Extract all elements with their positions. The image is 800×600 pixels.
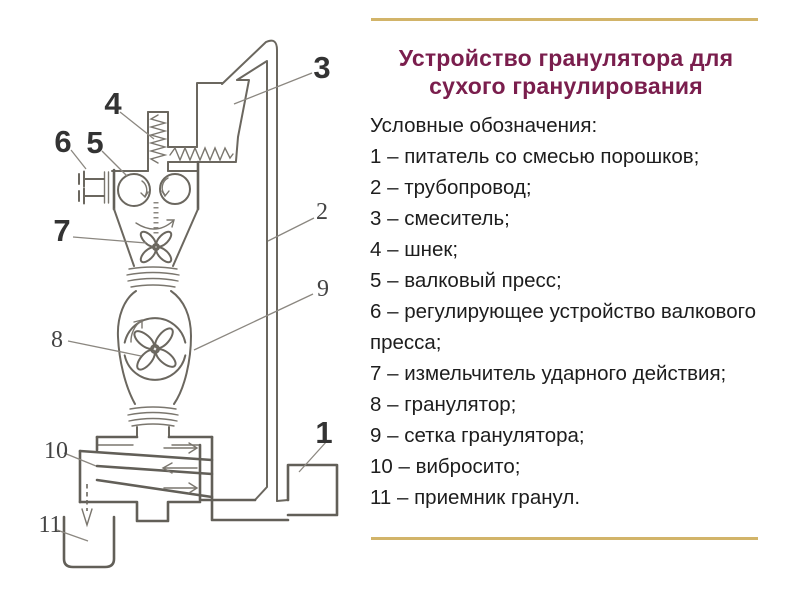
callout-11: 11	[38, 512, 62, 538]
legend-item-2: 2 – трубопровод;	[370, 176, 532, 199]
divider-bottom	[371, 537, 758, 540]
flow-arrows	[163, 443, 197, 493]
granulator-fan	[132, 326, 179, 373]
legend-item-8: 8 – гранулятор;	[370, 393, 517, 416]
granulator-chamber	[118, 267, 191, 437]
impact-mill-impeller	[138, 229, 173, 264]
legend-item-3: 3 – смеситель;	[370, 207, 510, 230]
legend-item-1: 1 – питатель со смесью порошков;	[370, 145, 700, 168]
text-column	[370, 44, 762, 513]
callout-4: 4	[104, 86, 122, 121]
callout-10: 10	[44, 438, 68, 464]
callout-2: 2	[316, 199, 328, 225]
legend-heading: Условные обозначения:	[370, 114, 598, 137]
legend-item-9: 9 – сетка гранулятора;	[370, 424, 585, 447]
slide-title: Устройство гранулятора для сухого гранулирования	[398, 45, 734, 99]
powder-feeder	[288, 465, 337, 515]
legend-item-7: 7 – измельчитель ударного действия;	[370, 362, 727, 385]
legend-list	[370, 141, 762, 513]
legend-item-10: 10 – вибросито;	[370, 455, 521, 478]
granulator-mesh	[125, 355, 186, 379]
callout-6: 6	[54, 124, 72, 159]
callout-8: 8	[51, 327, 63, 353]
pressure-regulator	[79, 172, 109, 204]
legend-item-4: 4 – шнек;	[370, 238, 459, 261]
pipeline	[222, 41, 288, 501]
granule-receiver	[64, 517, 114, 567]
legend-item-6: 6 – регулирующее устройство валкового пресса;	[370, 300, 757, 354]
screw-channel	[148, 112, 236, 171]
divider-top	[371, 18, 758, 21]
vibrating-sieve	[80, 437, 288, 525]
callout-3: 3	[313, 50, 331, 85]
legend-item-11: 11 – приемник гранул.	[370, 486, 581, 509]
granulator-diagram	[0, 0, 368, 600]
callout-1: 1	[315, 415, 333, 450]
callout-7: 7	[53, 213, 71, 248]
callout-5: 5	[86, 125, 104, 160]
callout-9: 9	[317, 276, 329, 302]
legend-item-5: 5 – валковый пресс;	[370, 269, 562, 292]
